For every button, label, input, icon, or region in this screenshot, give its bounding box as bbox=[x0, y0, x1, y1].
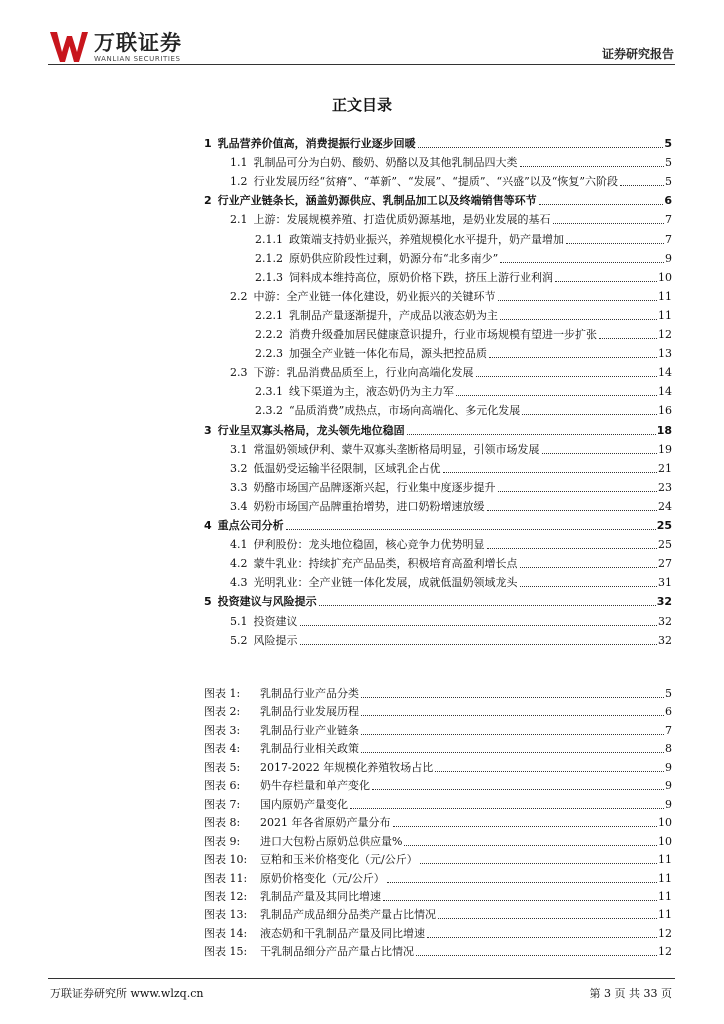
entry-title: 线下渠道为主，液态奶仍为主力军 bbox=[289, 385, 454, 399]
entry-page: 10 bbox=[658, 816, 672, 830]
entry-number: 2.3.1 bbox=[255, 385, 283, 399]
entry-title: 2017-2022 年规模化养殖牧场占比 bbox=[260, 760, 434, 774]
entry-title: 消费升级叠加居民健康意识提升，行业市场规模有望进一步扩张 bbox=[289, 328, 597, 341]
entry-number: 2.2 bbox=[230, 289, 248, 303]
entry-number: 图表 5: bbox=[204, 760, 241, 774]
entry-number: 图表 12: bbox=[204, 889, 248, 903]
leader-dots bbox=[487, 510, 658, 511]
toc-entry[interactable] bbox=[255, 267, 672, 285]
entry-page: 8 bbox=[665, 742, 672, 756]
figure-list-item[interactable] bbox=[204, 868, 672, 886]
entry-page: 5 bbox=[664, 137, 672, 150]
entry-page: 9 bbox=[665, 779, 672, 793]
entry-page: 11 bbox=[658, 289, 672, 303]
toc-entry[interactable] bbox=[230, 439, 672, 457]
leader-dots bbox=[498, 300, 658, 301]
entry-number: 2.3.2 bbox=[255, 404, 283, 418]
entry-page: 25 bbox=[658, 538, 672, 552]
entry-page: 23 bbox=[658, 480, 672, 494]
figure-list-item[interactable] bbox=[204, 757, 672, 775]
entry-title: 2021 年各省原奶产量分布 bbox=[260, 816, 391, 830]
leader-dots bbox=[456, 395, 657, 396]
entry-page: 32 bbox=[658, 633, 672, 647]
entry-page: 7 bbox=[665, 213, 672, 227]
toc-entry[interactable] bbox=[230, 477, 672, 495]
entry-title: 乳制品行业相关政策 bbox=[260, 742, 359, 756]
leader-dots bbox=[476, 376, 658, 377]
toc-entry[interactable] bbox=[230, 572, 672, 590]
entry-title: 投资建议与风险提示 bbox=[217, 595, 317, 609]
entry-number: 1 bbox=[204, 137, 212, 150]
entry-title: 伊利股份：龙头地位稳固，核心竞争力优势明显 bbox=[253, 538, 485, 552]
figure-list-item[interactable] bbox=[204, 738, 672, 756]
figure-list-item[interactable] bbox=[204, 683, 672, 701]
leader-dots bbox=[387, 882, 657, 883]
leader-dots bbox=[361, 697, 664, 698]
toc-entry[interactable] bbox=[230, 496, 672, 514]
entry-title: 国内原奶产量变化 bbox=[260, 797, 348, 811]
entry-page: 11 bbox=[658, 871, 672, 885]
toc-entry[interactable] bbox=[255, 381, 672, 399]
entry-number: 图表 14: bbox=[204, 926, 248, 940]
entry-title: 行业呈双寡头格局，龙头领先地位稳固 bbox=[217, 423, 405, 437]
toc-entry[interactable] bbox=[204, 133, 672, 151]
leader-dots bbox=[443, 472, 658, 473]
entry-title: 下游：乳品消费品质至上，行业向高端化发展 bbox=[253, 366, 474, 380]
entry-title: 蒙牛乳业：持续扩充产品品类，积极培育高盈利增长点 bbox=[253, 557, 518, 571]
entry-number: 图表 2: bbox=[204, 705, 241, 719]
leader-dots bbox=[393, 826, 658, 827]
entry-page: 9 bbox=[665, 760, 672, 774]
toc-entry[interactable] bbox=[230, 611, 672, 629]
entry-page: 10 bbox=[658, 270, 672, 284]
leader-dots bbox=[404, 845, 657, 846]
entry-page: 11 bbox=[658, 889, 672, 903]
figure-list-item[interactable] bbox=[204, 831, 672, 849]
entry-page: 5 bbox=[665, 687, 672, 700]
entry-page: 13 bbox=[658, 347, 672, 361]
figure-list-item[interactable] bbox=[204, 904, 672, 922]
figure-list-item[interactable] bbox=[204, 923, 672, 941]
entry-page: 19 bbox=[658, 442, 672, 456]
leader-dots bbox=[300, 644, 658, 645]
entry-page: 11 bbox=[658, 308, 672, 322]
entry-page: 6 bbox=[665, 705, 672, 719]
figure-list-item[interactable] bbox=[204, 720, 672, 738]
page-title: 正文目录 bbox=[331, 96, 392, 114]
entry-page: 10 bbox=[658, 834, 672, 848]
entry-page: 11 bbox=[658, 853, 672, 867]
entry-title: 投资建议 bbox=[253, 614, 298, 628]
entry-title: 进口大包粉占原奶总供应量% bbox=[260, 834, 403, 848]
entry-number: 图表 7: bbox=[204, 797, 241, 811]
footer-page-number: 第 3 页 共 33 页 bbox=[589, 987, 672, 1000]
entry-title: 液态奶和干乳制品产量及同比增速 bbox=[260, 926, 425, 940]
entry-title: 乳品营养价值高，消费提振行业逐步回暖 bbox=[217, 137, 416, 150]
leader-dots bbox=[286, 529, 656, 530]
entry-number: 2.1 bbox=[230, 213, 248, 227]
entry-title: 原奶供应阶段性过剩，奶源分布“北多南少” bbox=[289, 251, 499, 265]
toc-entry[interactable] bbox=[204, 515, 672, 533]
entry-title: 风险提示 bbox=[253, 633, 298, 647]
entry-page: 5 bbox=[665, 156, 672, 170]
entry-number: 4.3 bbox=[230, 576, 248, 590]
entry-number: 图表 3: bbox=[204, 723, 241, 737]
leader-dots bbox=[599, 338, 657, 339]
toc-entry[interactable] bbox=[255, 400, 672, 418]
entry-page: 32 bbox=[658, 614, 672, 628]
entry-title: 低温奶受运输半径限制，区域乳企占优 bbox=[253, 461, 441, 475]
entry-title: 光明乳业：全产业链一体化发展，成就低温奶领域龙头 bbox=[253, 576, 518, 590]
entry-number: 图表 13: bbox=[204, 908, 248, 922]
leader-dots bbox=[620, 185, 664, 186]
entry-number: 3.2 bbox=[230, 461, 248, 475]
page-header bbox=[0, 0, 724, 70]
toc-entry[interactable] bbox=[230, 362, 672, 380]
entry-number: 图表 8: bbox=[204, 816, 241, 830]
entry-title: 加强全产业链一体化布局，源头把控品质 bbox=[289, 347, 487, 361]
toc-entry[interactable] bbox=[230, 209, 672, 227]
entry-page: 21 bbox=[658, 461, 672, 475]
leader-dots bbox=[383, 900, 657, 901]
entry-page: 7 bbox=[665, 232, 672, 246]
toc-entry[interactable] bbox=[230, 534, 672, 552]
leader-dots bbox=[539, 204, 664, 205]
toc-entry[interactable] bbox=[230, 171, 672, 189]
entry-title: 重点公司分析 bbox=[217, 519, 284, 532]
toc-entry[interactable] bbox=[204, 190, 672, 208]
entry-title: 乳制品可分为白奶、酸奶、奶酪以及其他乳制品四大类 bbox=[253, 156, 518, 170]
entry-number: 1.2 bbox=[230, 175, 248, 189]
leader-dots bbox=[522, 414, 657, 415]
toc-entry[interactable] bbox=[255, 305, 672, 323]
leader-dots bbox=[566, 243, 664, 244]
entry-title: 奶牛存栏量和单产变化 bbox=[260, 779, 370, 793]
toc-entry[interactable] bbox=[204, 420, 672, 438]
leader-dots bbox=[520, 166, 665, 167]
entry-page: 18 bbox=[656, 423, 672, 437]
entry-number: 3.4 bbox=[230, 499, 248, 513]
entry-page: 12 bbox=[658, 328, 672, 341]
header-divider bbox=[48, 64, 675, 65]
entry-title: 行业产业链条长，涵盖奶源供应、乳制品加工以及终端销售等环节 bbox=[217, 194, 537, 208]
entry-number: 1.1 bbox=[230, 156, 248, 170]
entry-number: 图表 10: bbox=[204, 853, 248, 867]
entry-number: 3.1 bbox=[230, 442, 248, 456]
entry-title: 乳制品产成品细分品类产量占比情况 bbox=[260, 908, 436, 922]
entry-title: 奶酪市场国产品牌逐渐兴起，行业集中度逐步提升 bbox=[253, 480, 496, 494]
entry-title: 原奶价格变化（元/公斤） bbox=[260, 871, 385, 885]
toc-entry[interactable] bbox=[255, 229, 672, 247]
entry-page: 32 bbox=[656, 595, 672, 609]
leader-dots bbox=[520, 586, 658, 587]
toc-entry[interactable] bbox=[204, 591, 672, 609]
figure-list-item[interactable] bbox=[204, 812, 672, 830]
entry-number: 2.1.2 bbox=[255, 251, 283, 265]
entry-number: 图表 11: bbox=[204, 871, 248, 885]
entry-number: 图表 15: bbox=[204, 945, 248, 959]
figure-list-item[interactable] bbox=[204, 794, 672, 812]
logo-chinese-name: 万联证券 bbox=[94, 31, 182, 55]
leader-dots bbox=[553, 223, 665, 224]
company-logo bbox=[50, 30, 200, 68]
entry-page: 14 bbox=[658, 385, 672, 399]
leader-dots bbox=[361, 715, 664, 716]
leader-dots bbox=[435, 771, 664, 772]
entry-page: 9 bbox=[665, 797, 672, 811]
entry-page: 31 bbox=[658, 576, 672, 590]
entry-number: 2.2.1 bbox=[255, 308, 283, 322]
entry-title: 中游：全产业链一体化建设，奶业振兴的关键环节 bbox=[253, 289, 496, 303]
entry-number: 图表 4: bbox=[204, 742, 241, 756]
leader-dots bbox=[498, 491, 658, 492]
entry-number: 2.1.3 bbox=[255, 270, 283, 284]
entry-page: 25 bbox=[656, 519, 672, 532]
entry-title: 行业发展历经“贫瘠”、“革新”、“发展”、“提质”、“兴盛”以及“恢复”六阶段 bbox=[253, 175, 618, 189]
leader-dots bbox=[438, 918, 657, 919]
leader-dots bbox=[418, 147, 664, 148]
leader-dots bbox=[407, 434, 656, 435]
leader-dots bbox=[372, 789, 664, 790]
logo-english-name: WANLIAN SECURITIES bbox=[94, 55, 181, 63]
entry-page: 14 bbox=[658, 366, 672, 380]
figure-list-item[interactable] bbox=[204, 775, 672, 793]
entry-title: 乳制品产量逐渐提升，产成品以液态奶为主 bbox=[289, 308, 498, 322]
entry-number: 图表 9: bbox=[204, 834, 241, 848]
toc-entry[interactable] bbox=[255, 343, 672, 361]
entry-number: 5.1 bbox=[230, 614, 248, 628]
entry-title: 政策端支持奶业振兴，养殖规模化水平提升，奶产量增加 bbox=[289, 232, 564, 246]
leader-dots bbox=[416, 955, 657, 956]
entry-number: 2.1.1 bbox=[255, 232, 283, 246]
entry-title: 豆粕和玉米价格变化（元/公斤） bbox=[260, 853, 418, 867]
entry-number: 5.2 bbox=[230, 633, 248, 647]
entry-number: 2.2.2 bbox=[255, 328, 283, 341]
entry-page: 24 bbox=[658, 499, 672, 513]
figure-list-item[interactable] bbox=[204, 701, 672, 719]
wanlian-logo-icon bbox=[50, 30, 90, 64]
leader-dots bbox=[555, 281, 657, 282]
entry-title: 乳制品产量及其同比增速 bbox=[260, 889, 381, 903]
entry-number: 2.2.3 bbox=[255, 347, 283, 361]
toc-entry[interactable] bbox=[255, 248, 672, 266]
leader-dots bbox=[420, 863, 657, 864]
leader-dots bbox=[319, 605, 656, 606]
toc-entry[interactable] bbox=[230, 458, 672, 476]
entry-title: 乳制品行业产品分类 bbox=[260, 687, 359, 700]
toc-entry[interactable] bbox=[255, 324, 672, 342]
entry-number: 5 bbox=[204, 595, 212, 609]
leader-dots bbox=[427, 937, 657, 938]
figure-list-item[interactable] bbox=[204, 849, 672, 867]
leader-dots bbox=[489, 357, 657, 358]
report-type-label: 证券研究报告 bbox=[601, 47, 674, 61]
entry-number: 2.3 bbox=[230, 366, 248, 380]
entry-title: 饲料成本维持高位，原奶价格下跌，挤压上游行业利润 bbox=[289, 270, 553, 284]
leader-dots bbox=[500, 262, 664, 263]
figure-list-item[interactable] bbox=[204, 941, 672, 959]
figure-list-item[interactable] bbox=[204, 886, 672, 904]
leader-dots bbox=[542, 453, 658, 454]
entry-page: 9 bbox=[665, 251, 672, 265]
entry-number: 4.2 bbox=[230, 557, 248, 571]
leader-dots bbox=[487, 548, 658, 549]
entry-title: 奶粉市场国产品牌重抬增势，进口奶粉增速放缓 bbox=[253, 499, 485, 513]
entry-page: 16 bbox=[658, 404, 672, 418]
leader-dots bbox=[361, 752, 664, 753]
toc-entry[interactable] bbox=[230, 152, 672, 170]
entry-number: 图表 1: bbox=[204, 687, 241, 700]
footer-source: 万联证券研究所 www.wlzq.cn bbox=[50, 987, 204, 1000]
entry-title: 干乳制品细分产品产量占比情况 bbox=[260, 945, 414, 959]
entry-page: 7 bbox=[665, 723, 672, 737]
toc-entry[interactable] bbox=[230, 630, 672, 648]
leader-dots bbox=[500, 319, 657, 320]
entry-number: 4 bbox=[204, 519, 212, 532]
entry-page: 12 bbox=[658, 926, 672, 940]
entry-number: 2 bbox=[204, 194, 212, 208]
entry-number: 4.1 bbox=[230, 538, 248, 552]
entry-title: 常温奶领域伊利、蒙牛双寡头垄断格局明显，引领市场发展 bbox=[253, 442, 540, 456]
leader-dots bbox=[300, 625, 658, 626]
entry-page: 27 bbox=[658, 557, 672, 571]
entry-number: 3.3 bbox=[230, 480, 248, 494]
entry-page: 12 bbox=[658, 945, 672, 959]
leader-dots bbox=[350, 808, 664, 809]
entry-page: 11 bbox=[658, 908, 672, 922]
leader-dots bbox=[361, 734, 664, 735]
entry-title: 乳制品行业产业链条 bbox=[260, 723, 359, 737]
entry-page: 6 bbox=[664, 194, 672, 208]
entry-page: 5 bbox=[665, 175, 672, 189]
entry-title: 上游：发展规模养殖、打造优质奶源基地，是奶业发展的基石 bbox=[253, 213, 551, 227]
entry-number: 3 bbox=[204, 423, 212, 437]
entry-number: 图表 6: bbox=[204, 779, 241, 793]
footer-divider bbox=[48, 978, 675, 979]
entry-title: 乳制品行业发展历程 bbox=[260, 705, 359, 719]
entry-title: “品质消费”成热点，市场向高端化、多元化发展 bbox=[289, 404, 521, 418]
toc-entry[interactable] bbox=[230, 286, 672, 304]
toc-entry[interactable] bbox=[230, 553, 672, 571]
leader-dots bbox=[520, 567, 658, 568]
